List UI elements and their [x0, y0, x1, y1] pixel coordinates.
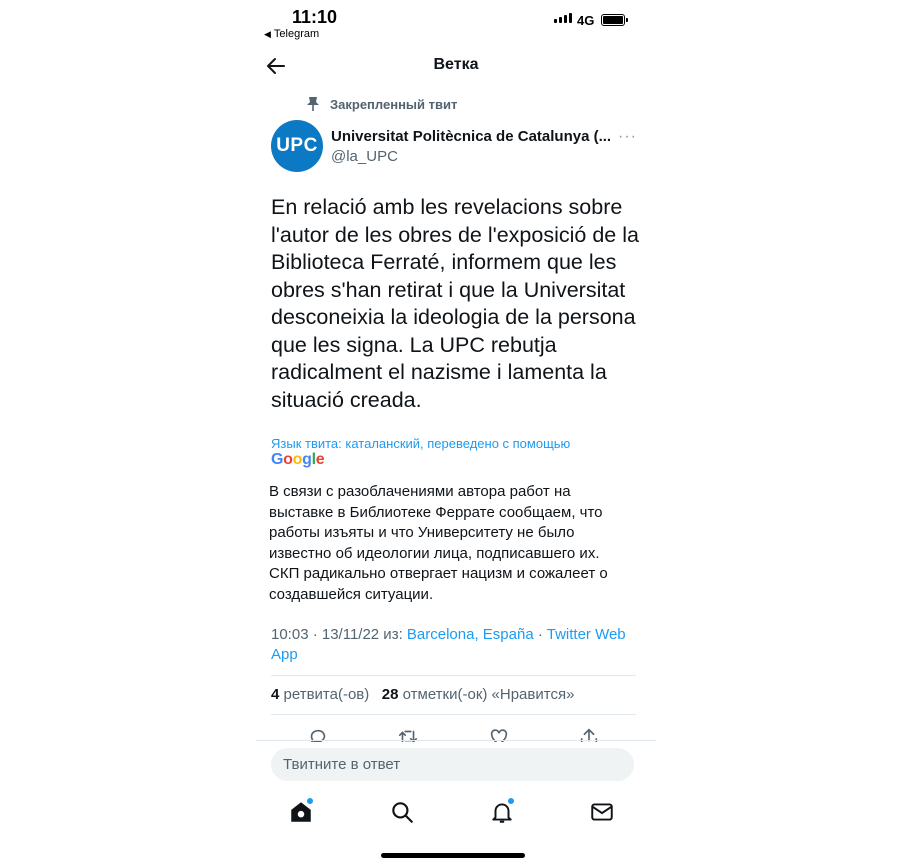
bottom-tab-bar [256, 795, 656, 829]
reply-bar-divider [256, 740, 656, 741]
status-time: 11:10 [292, 7, 338, 27]
translated-text-line: известно об идеологии лица, подписавшего их. [269, 544, 600, 562]
retweets-stat[interactable] [271, 686, 369, 703]
likes-stat[interactable] [382, 686, 575, 703]
tweet-actions [271, 722, 636, 742]
home-indicator[interactable] [381, 853, 525, 858]
divider [271, 675, 636, 676]
tweet-text-line: que les signa. La UPC rebutja [271, 332, 557, 357]
tweet-text-line: radicalment el nazisme i lamenta la [271, 360, 607, 384]
network-type: 4G [577, 13, 595, 28]
tweet-stats [271, 686, 574, 703]
tweet-text-line: En relació amb les revelacions sobre [271, 195, 623, 219]
pin-icon [306, 96, 320, 112]
translated-text-line: В связи с разоблачениями автора работ на [269, 483, 571, 500]
back-app-label: Telegram [273, 28, 320, 40]
retweets-label: ретвита(-ов) [279, 686, 370, 703]
translated-text-line: работы изъяты и что Университету не было [269, 524, 575, 542]
retweets-count: 4 [271, 686, 280, 703]
more-options-icon[interactable]: ··· [618, 128, 637, 145]
translated-text-line: создавшейся ситуации. [269, 585, 434, 603]
tweet-meta [271, 625, 646, 665]
author-name[interactable]: Universitat Politècnica de Catalunya (... [331, 128, 612, 145]
tweet-timestamp: 10:03 · 13/11/22 из: [271, 626, 407, 643]
signal-icon [554, 13, 572, 23]
avatar-text: UPC [276, 135, 318, 156]
author-handle[interactable]: @la_UPC [331, 148, 398, 165]
meta-separator: · [533, 626, 547, 643]
home-notification-dot [307, 798, 313, 804]
likes-count: 28 [381, 686, 399, 703]
tweet-text-line: l'autor de les obres de l'exposició de la [271, 222, 639, 247]
source-link[interactable]: Twitter Web App [271, 626, 626, 663]
location-link[interactable]: Barcelona, España [406, 626, 534, 643]
twitter-thread-screen [256, 0, 656, 867]
search-icon[interactable] [389, 799, 415, 825]
back-triangle-icon: ◀ [264, 29, 271, 39]
pinned-text: Закрепленный твит [330, 96, 458, 112]
avatar[interactable] [271, 120, 323, 172]
tweet-text [271, 194, 641, 414]
translation-note-link[interactable]: Язык твита: каталанский, переведено с помощью [271, 436, 571, 451]
tweet-text-line: obres s'han retirat i que la Universitat [271, 277, 626, 302]
back-to-app-link[interactable] [264, 28, 319, 40]
tweet-text-line: Biblioteca Ferraté, informem que les [271, 250, 617, 274]
reply-input[interactable]: Твитните в ответ [271, 748, 634, 781]
google-logo: Google [271, 451, 325, 468]
translated-text [269, 482, 641, 606]
messages-icon[interactable] [589, 799, 615, 825]
divider [271, 714, 636, 715]
pinned-tweet-label [306, 96, 457, 112]
battery-icon [601, 14, 625, 26]
tweet-text-line: situació creada. [271, 387, 422, 412]
notifications-dot [508, 798, 514, 804]
page-title: Ветка [433, 56, 479, 73]
likes-label: отметки(-ок) «Нравится» [398, 686, 575, 703]
translated-text-line: СКП радикально отвергает нацизм и сожалеет о [269, 565, 608, 583]
tweet-text-line: desconeixia la ideologia de la persona [271, 305, 636, 329]
translated-text-line: выставке в Библиотеке Ферратe сообщаем, что [269, 503, 603, 521]
